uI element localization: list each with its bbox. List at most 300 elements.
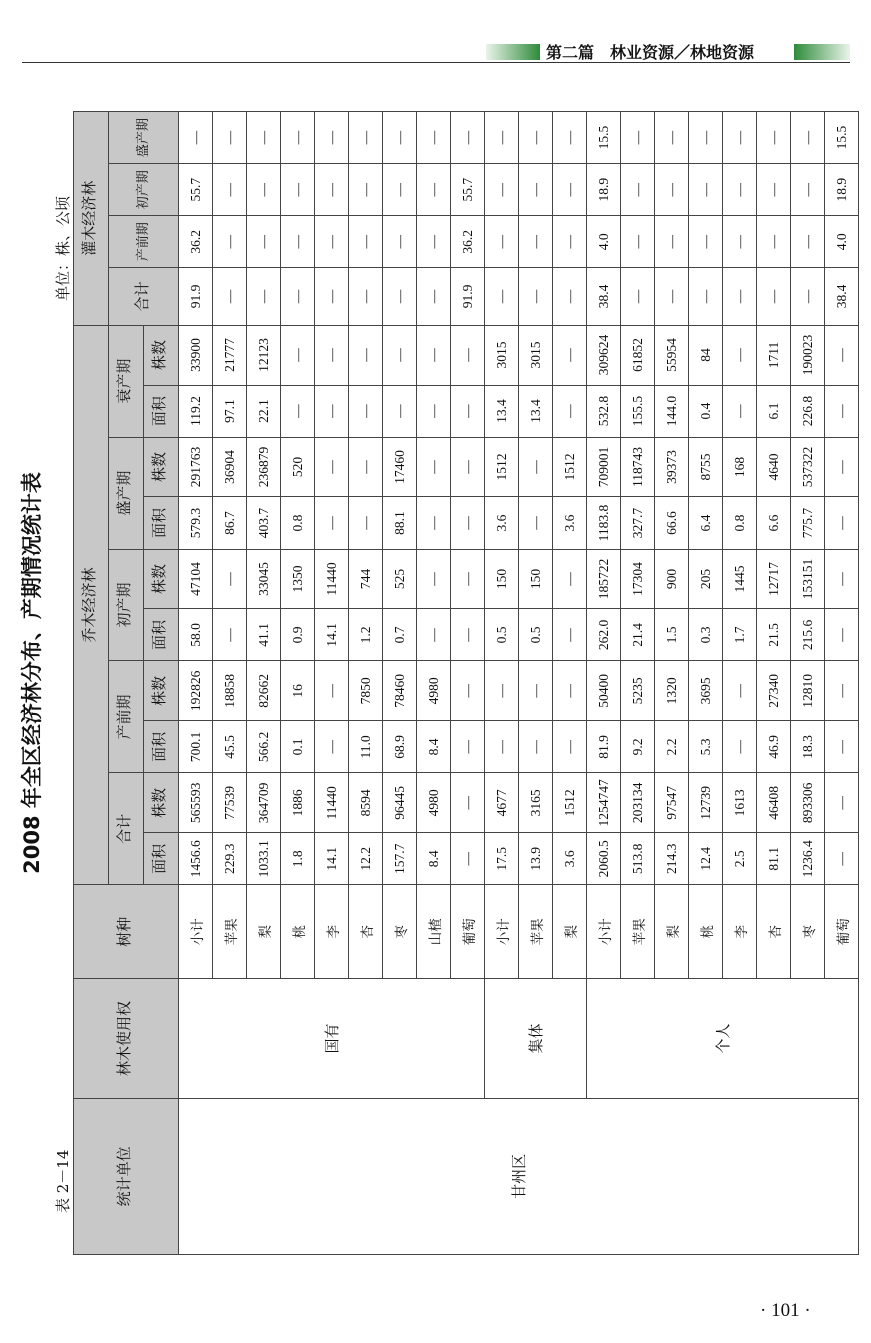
value-cell: 893306 [791, 773, 825, 833]
value-cell: — [247, 112, 281, 164]
value-cell: — [349, 385, 383, 437]
value-cell: — [247, 164, 281, 216]
value-cell: — [383, 112, 417, 164]
hdr-area: 面积 [144, 609, 179, 661]
value-cell: — [281, 268, 315, 325]
hdr-area: 面积 [144, 721, 179, 773]
hdr-total: 合计 [109, 773, 144, 885]
table-number: 表 2－14 [54, 1149, 72, 1213]
value-cell: — [519, 497, 553, 549]
value-cell: 12810 [791, 661, 825, 721]
value-cell: — [723, 385, 757, 437]
hdr-shrub: 灌木经济林 [74, 112, 109, 326]
value-cell: — [349, 216, 383, 268]
value-cell: 0.3 [689, 609, 723, 661]
value-cell: 8594 [349, 773, 383, 833]
value-cell: — [383, 164, 417, 216]
value-cell: — [213, 216, 247, 268]
value-cell: — [247, 216, 281, 268]
value-cell: 157.7 [383, 833, 417, 885]
value-cell: 12739 [689, 773, 723, 833]
hdr-count: 株数 [144, 437, 179, 497]
value-cell: — [179, 112, 213, 164]
value-cell: 91.9 [451, 268, 485, 325]
value-cell: 61852 [621, 325, 655, 385]
value-cell: — [553, 216, 587, 268]
value-cell: 2060.5 [587, 833, 621, 885]
value-cell: 11440 [315, 549, 349, 609]
value-cell: — [757, 164, 791, 216]
species-cell: 苹果 [519, 885, 553, 979]
value-cell: 205 [689, 549, 723, 609]
hdr-peak: 盛产期 [109, 437, 144, 549]
value-cell: 11.0 [349, 721, 383, 773]
value-cell: 1254747 [587, 773, 621, 833]
value-cell: — [723, 721, 757, 773]
value-cell: 1456.6 [179, 833, 213, 885]
value-cell: — [825, 609, 859, 661]
value-cell: 1711 [757, 325, 791, 385]
table-row [485, 112, 519, 1255]
value-cell: 1183.8 [587, 497, 621, 549]
value-cell: 55954 [655, 325, 689, 385]
value-cell: — [417, 268, 451, 325]
value-cell: — [213, 549, 247, 609]
value-cell: — [417, 497, 451, 549]
value-cell: 1.5 [655, 609, 689, 661]
value-cell: 3695 [689, 661, 723, 721]
value-cell: — [791, 112, 825, 164]
value-cell: 22.1 [247, 385, 281, 437]
value-cell: 1886 [281, 773, 315, 833]
value-cell: 7850 [349, 661, 383, 721]
value-cell: — [417, 216, 451, 268]
value-cell: 118743 [621, 437, 655, 497]
value-cell: 21.4 [621, 609, 655, 661]
value-cell: — [825, 661, 859, 721]
owner-cell: 集体 [485, 979, 587, 1099]
value-cell: 97.1 [213, 385, 247, 437]
species-cell: 梨 [655, 885, 689, 979]
value-cell: 55.7 [179, 164, 213, 216]
value-cell: 709001 [587, 437, 621, 497]
species-cell: 桃 [689, 885, 723, 979]
value-cell: — [485, 721, 519, 773]
value-cell: 6.6 [757, 497, 791, 549]
value-cell: 88.1 [383, 497, 417, 549]
value-cell: 525 [383, 549, 417, 609]
value-cell: 8755 [689, 437, 723, 497]
value-cell: 1445 [723, 549, 757, 609]
value-cell: 700.1 [179, 721, 213, 773]
value-cell: — [451, 112, 485, 164]
hdr-unit: 统计单位 [74, 1098, 179, 1254]
value-cell: 4.0 [825, 216, 859, 268]
value-cell: — [485, 661, 519, 721]
value-cell: 1512 [485, 437, 519, 497]
value-cell: — [655, 164, 689, 216]
value-cell: 1.7 [723, 609, 757, 661]
value-cell: — [213, 609, 247, 661]
species-cell: 桃 [281, 885, 315, 979]
value-cell: — [553, 325, 587, 385]
hdr-owner: 林木使用权 [74, 979, 179, 1099]
value-cell: 13.4 [485, 385, 519, 437]
value-cell: 3.6 [485, 497, 519, 549]
value-cell: 15.5 [587, 112, 621, 164]
value-cell: 66.6 [655, 497, 689, 549]
value-cell: 0.8 [281, 497, 315, 549]
value-cell: 12123 [247, 325, 281, 385]
value-cell: 38.4 [587, 268, 621, 325]
species-cell: 枣 [791, 885, 825, 979]
value-cell: 0.9 [281, 609, 315, 661]
value-cell: 566.2 [247, 721, 281, 773]
value-cell: 13.9 [519, 833, 553, 885]
value-cell: — [825, 721, 859, 773]
value-cell: 36904 [213, 437, 247, 497]
value-cell: — [519, 112, 553, 164]
value-cell: — [825, 833, 859, 885]
value-cell: — [417, 164, 451, 216]
species-cell: 梨 [553, 885, 587, 979]
value-cell: — [553, 549, 587, 609]
page-number: · 101 · [760, 1300, 811, 1321]
value-cell: 97547 [655, 773, 689, 833]
value-cell: 6.1 [757, 385, 791, 437]
value-cell: — [621, 216, 655, 268]
region-cell: 甘州区 [179, 1098, 859, 1254]
owner-cell: 个人 [587, 979, 859, 1099]
value-cell: 185722 [587, 549, 621, 609]
value-cell: — [655, 112, 689, 164]
value-cell: — [519, 164, 553, 216]
value-cell: — [451, 773, 485, 833]
value-cell: — [553, 661, 587, 721]
value-cell: 1236.4 [791, 833, 825, 885]
value-cell: — [247, 268, 281, 325]
value-cell: — [213, 112, 247, 164]
value-cell: 327.7 [621, 497, 655, 549]
value-cell: — [315, 721, 349, 773]
value-cell: — [281, 164, 315, 216]
value-cell: — [451, 385, 485, 437]
value-cell: 565593 [179, 773, 213, 833]
value-cell: — [655, 216, 689, 268]
value-cell: 84 [689, 325, 723, 385]
hdr-shrub-early: 初产期 [109, 164, 179, 216]
value-cell: 0.1 [281, 721, 315, 773]
value-cell: 1350 [281, 549, 315, 609]
value-cell: — [689, 268, 723, 325]
value-cell: — [723, 268, 757, 325]
value-cell: 150 [519, 549, 553, 609]
value-cell: 150 [485, 549, 519, 609]
value-cell: 900 [655, 549, 689, 609]
value-cell: — [621, 112, 655, 164]
value-cell: — [519, 437, 553, 497]
value-cell: — [383, 216, 417, 268]
value-cell: 513.8 [621, 833, 655, 885]
value-cell: 403.7 [247, 497, 281, 549]
table-row [179, 112, 213, 1255]
value-cell: 229.3 [213, 833, 247, 885]
species-cell: 葡萄 [825, 885, 859, 979]
value-cell: 8.4 [417, 721, 451, 773]
value-cell: — [451, 833, 485, 885]
value-cell: 11440 [315, 773, 349, 833]
value-cell: 77539 [213, 773, 247, 833]
value-cell: — [213, 268, 247, 325]
hdr-area: 面积 [144, 833, 179, 885]
value-cell: 33045 [247, 549, 281, 609]
value-cell: — [315, 385, 349, 437]
value-cell: — [451, 549, 485, 609]
value-cell: — [825, 325, 859, 385]
value-cell: 33900 [179, 325, 213, 385]
value-cell: 4677 [485, 773, 519, 833]
value-cell: 46408 [757, 773, 791, 833]
value-cell: — [825, 549, 859, 609]
value-cell: — [519, 661, 553, 721]
value-cell: 14.1 [315, 609, 349, 661]
value-cell: 262.0 [587, 609, 621, 661]
value-cell: — [723, 325, 757, 385]
value-cell: — [315, 661, 349, 721]
value-cell: — [553, 385, 587, 437]
value-cell: 1320 [655, 661, 689, 721]
value-cell: 0.4 [689, 385, 723, 437]
value-cell: — [689, 216, 723, 268]
value-cell: 0.8 [723, 497, 757, 549]
value-cell: — [349, 437, 383, 497]
hdr-shrub-peak: 盛产期 [109, 112, 179, 164]
value-cell: 1512 [553, 437, 587, 497]
hdr-count: 株数 [144, 661, 179, 721]
value-cell: 537322 [791, 437, 825, 497]
units-label: 单位：株、公顷 [54, 195, 72, 301]
value-cell: 91.9 [179, 268, 213, 325]
hdr-area: 面积 [144, 385, 179, 437]
value-cell: 5235 [621, 661, 655, 721]
value-cell: 144.0 [655, 385, 689, 437]
value-cell: — [485, 268, 519, 325]
value-cell: 15.5 [825, 112, 859, 164]
value-cell: — [553, 112, 587, 164]
value-cell: — [349, 164, 383, 216]
species-cell: 山楂 [417, 885, 451, 979]
value-cell: — [383, 385, 417, 437]
value-cell: 21777 [213, 325, 247, 385]
value-cell: — [417, 609, 451, 661]
hdr-area: 面积 [144, 497, 179, 549]
value-cell: 78460 [383, 661, 417, 721]
value-cell: 45.5 [213, 721, 247, 773]
value-cell: 3015 [485, 325, 519, 385]
table-row [587, 112, 621, 1255]
value-cell: — [315, 268, 349, 325]
value-cell: — [451, 497, 485, 549]
value-cell: 21.5 [757, 609, 791, 661]
value-cell: 82662 [247, 661, 281, 721]
value-cell: 1033.1 [247, 833, 281, 885]
value-cell: — [417, 549, 451, 609]
value-cell: — [451, 437, 485, 497]
value-cell: — [281, 112, 315, 164]
value-cell: — [451, 325, 485, 385]
value-cell: 96445 [383, 773, 417, 833]
species-cell: 小计 [485, 885, 519, 979]
hdr-count: 株数 [144, 549, 179, 609]
value-cell: 236879 [247, 437, 281, 497]
value-cell: 190023 [791, 325, 825, 385]
value-cell: 3165 [519, 773, 553, 833]
value-cell: — [417, 325, 451, 385]
value-cell: 9.2 [621, 721, 655, 773]
value-cell: 36.2 [179, 216, 213, 268]
value-cell: 38.4 [825, 268, 859, 325]
value-cell: — [315, 164, 349, 216]
hdr-pre: 产前期 [109, 661, 144, 773]
value-cell: — [757, 112, 791, 164]
value-cell: 4.0 [587, 216, 621, 268]
value-cell: — [281, 385, 315, 437]
species-cell: 苹果 [621, 885, 655, 979]
value-cell: — [315, 437, 349, 497]
value-cell: — [213, 164, 247, 216]
value-cell: 192826 [179, 661, 213, 721]
value-cell: — [553, 164, 587, 216]
value-cell: — [553, 268, 587, 325]
value-cell: 119.2 [179, 385, 213, 437]
value-cell: — [417, 437, 451, 497]
value-cell: 17.5 [485, 833, 519, 885]
value-cell: 8.4 [417, 833, 451, 885]
value-cell: — [825, 773, 859, 833]
species-cell: 梨 [247, 885, 281, 979]
value-cell: — [451, 661, 485, 721]
value-cell: 203134 [621, 773, 655, 833]
value-cell: — [349, 325, 383, 385]
value-cell: 81.9 [587, 721, 621, 773]
value-cell: 6.4 [689, 497, 723, 549]
value-cell: — [825, 385, 859, 437]
value-cell: — [723, 661, 757, 721]
value-cell: 18.9 [587, 164, 621, 216]
table-title: 2008 年全区经济林分布、产期情况统计表 [20, 472, 44, 874]
value-cell: 46.9 [757, 721, 791, 773]
value-cell: — [315, 112, 349, 164]
value-cell: 1.8 [281, 833, 315, 885]
value-cell: 215.6 [791, 609, 825, 661]
running-header: 第二篇 林业资源／林地资源 [546, 43, 755, 62]
value-cell: — [689, 112, 723, 164]
value-cell: — [791, 216, 825, 268]
value-cell: — [349, 268, 383, 325]
value-cell: — [825, 497, 859, 549]
species-cell: 枣 [383, 885, 417, 979]
hdr-early: 初产期 [109, 549, 144, 661]
value-cell: — [349, 497, 383, 549]
value-cell: — [451, 721, 485, 773]
hdr-count: 株数 [144, 325, 179, 385]
value-cell: 214.3 [655, 833, 689, 885]
value-cell: 744 [349, 549, 383, 609]
value-cell: 579.3 [179, 497, 213, 549]
value-cell: — [417, 385, 451, 437]
value-cell: — [825, 437, 859, 497]
value-cell: — [723, 112, 757, 164]
value-cell: 18.9 [825, 164, 859, 216]
value-cell: 16 [281, 661, 315, 721]
value-cell: — [655, 268, 689, 325]
value-cell: — [553, 721, 587, 773]
species-cell: 李 [315, 885, 349, 979]
value-cell: 0.7 [383, 609, 417, 661]
value-cell: 155.5 [621, 385, 655, 437]
value-cell: 5.3 [689, 721, 723, 773]
value-cell: 17460 [383, 437, 417, 497]
value-cell: — [757, 268, 791, 325]
value-cell: 226.8 [791, 385, 825, 437]
value-cell: 532.8 [587, 385, 621, 437]
value-cell: 3.6 [553, 497, 587, 549]
value-cell: — [621, 268, 655, 325]
value-cell: — [315, 325, 349, 385]
value-cell: 364709 [247, 773, 281, 833]
value-cell: 36.2 [451, 216, 485, 268]
hdr-species: 树种 [74, 885, 179, 979]
value-cell: 39373 [655, 437, 689, 497]
value-cell: 3015 [519, 325, 553, 385]
hdr-decline: 衰产期 [109, 325, 144, 437]
value-cell: — [485, 112, 519, 164]
value-cell: 1512 [553, 773, 587, 833]
value-cell: — [723, 216, 757, 268]
value-cell: 309624 [587, 325, 621, 385]
value-cell: 12.4 [689, 833, 723, 885]
value-cell: — [485, 216, 519, 268]
value-cell: 17304 [621, 549, 655, 609]
value-cell: 168 [723, 437, 757, 497]
value-cell: — [281, 216, 315, 268]
hdr-shrub-pre: 产前期 [109, 216, 179, 268]
value-cell: — [451, 609, 485, 661]
species-cell: 葡萄 [451, 885, 485, 979]
value-cell: 41.1 [247, 609, 281, 661]
value-cell: — [383, 268, 417, 325]
value-cell: — [315, 497, 349, 549]
value-cell: — [791, 164, 825, 216]
species-cell: 小计 [587, 885, 621, 979]
value-cell: 47104 [179, 549, 213, 609]
value-cell: 3.6 [553, 833, 587, 885]
value-cell: 12717 [757, 549, 791, 609]
economic-forest-table [73, 111, 859, 1255]
value-cell: — [689, 164, 723, 216]
value-cell: — [757, 216, 791, 268]
value-cell: 2.5 [723, 833, 757, 885]
species-cell: 苹果 [213, 885, 247, 979]
value-cell: 68.9 [383, 721, 417, 773]
value-cell: — [349, 112, 383, 164]
value-cell: 58.0 [179, 609, 213, 661]
value-cell: — [383, 325, 417, 385]
value-cell: 12.2 [349, 833, 383, 885]
value-cell: 27340 [757, 661, 791, 721]
value-cell: — [519, 721, 553, 773]
value-cell: 2.2 [655, 721, 689, 773]
